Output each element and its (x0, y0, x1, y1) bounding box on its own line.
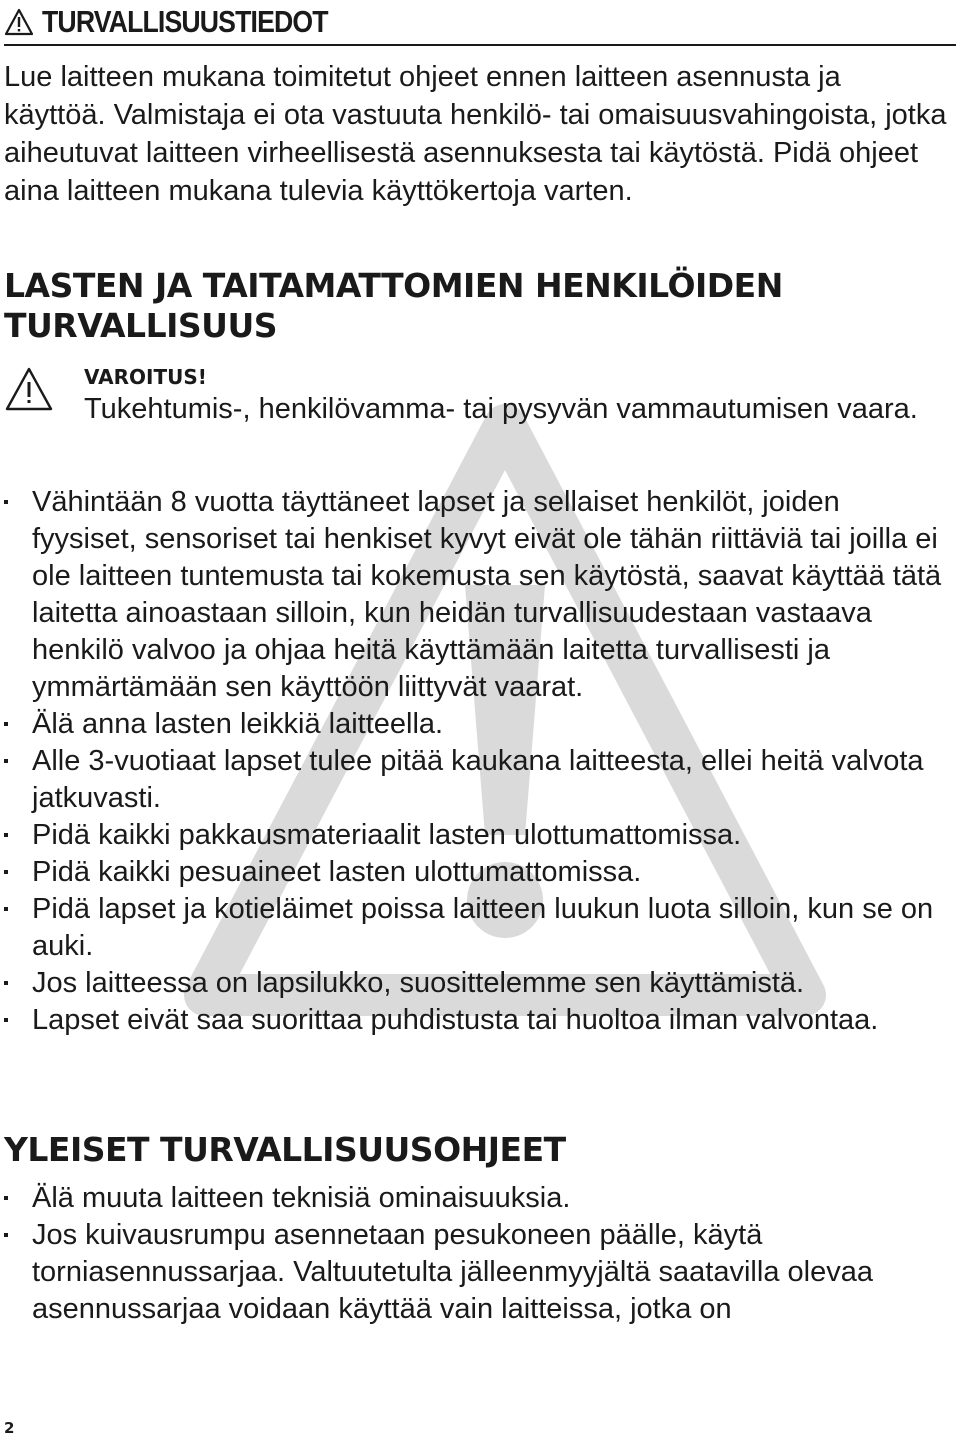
list-item (4, 1217, 950, 1328)
page-title: TURVALLISUUSTIEDOT (42, 4, 328, 39)
list-item-text: Pidä kaikki pakkausmateriaalit lasten ulottumattomissa. (32, 819, 742, 851)
intro-paragraph: Lue laitteen mukana toimitetut ohjeet ennen laitteen asennusta ja käyttöä. Valmistaja ei ota vastuuta henkilö- tai omaisuusvahingoista, jotka aiheutuvat laitteen virheellisestä asennuksesta tai käytöstä. Pidä ohjeet aina laitteen mukana tulevia käyttökertoja varten. (4, 61, 947, 207)
warning-label: VAROITUS! (84, 365, 207, 389)
warning-triangle-icon (4, 8, 34, 36)
list-item (4, 817, 950, 854)
bullet-marker (4, 1233, 8, 1237)
list-item-text: Älä anna lasten leikkiä laitteella. (32, 708, 444, 740)
warning-triangle-icon (4, 366, 54, 412)
bullet-marker (4, 722, 8, 726)
list-item (4, 1002, 950, 1039)
section-heading-general-safety: YLEISET TURVALLISUUSOHJEET (4, 1130, 566, 1169)
bullet-marker (4, 759, 8, 763)
list-item (4, 965, 950, 1002)
document-header (4, 0, 956, 46)
list-item-text: Lapset eivät saa suorittaa puhdistusta tai huoltoa ilman valvontaa. (32, 1004, 879, 1036)
bullet-marker (4, 907, 8, 911)
warning-text: Tukehtumis-, henkilövamma- tai pysyvän vammautumisen vaara. (84, 393, 918, 425)
list-item-text: Pidä kaikki pesuaineet lasten ulottumattomissa. (32, 856, 642, 888)
list-item-text: Jos laitteessa on lapsilukko, suosittelemme sen käyttämistä. (32, 967, 805, 999)
list-item-text: Älä muuta laitteen teknisiä ominaisuuksia. (32, 1182, 571, 1214)
child-safety-list (4, 484, 950, 1039)
list-item (4, 854, 950, 891)
bullet-marker (4, 1018, 8, 1022)
bullet-marker (4, 833, 8, 837)
bullet-marker (4, 500, 8, 504)
bullet-marker (4, 870, 8, 874)
list-item (4, 743, 950, 817)
list-item-text: Jos kuivausrumpu asennetaan pesukoneen päälle, käytä torniasennussarjaa. Valtuutetulta jälleenmyyjältä saatavilla olevaa asennussarjaa voidaan käyttää vain laitteissa, jotka on (32, 1219, 873, 1325)
list-item (4, 1180, 950, 1217)
list-item (4, 484, 950, 706)
bullet-marker (4, 981, 8, 985)
section-heading-child-safety: LASTEN JA TAITAMATTOMIEN HENKILÖIDEN TURVALLISUUS (4, 266, 783, 345)
list-item-text: Alle 3-vuotiaat lapset tulee pitää kaukana laitteesta, ellei heitä valvota jatkuvasti. (32, 745, 924, 814)
page-number: 2 (4, 1419, 15, 1437)
bullet-marker (4, 1196, 8, 1200)
list-item-text: Vähintään 8 vuotta täyttäneet lapset ja sellaiset henkilöt, joiden fyysiset, sensoriset tai henkiset kyvyt eivät ole tähän riittäviä tai joilla ei ole laitteen tuntemusta tai kokemusta sen käytöstä, saavat käyttää tätä laitetta ainoastaan silloin, kun heidän turvallisuudestaan vastaava henkilö valvoo ja ohjaa heitä käyttämään laitetta turvallisesti ja ymmärtämään sen käyttöön liittyvät vaarat. (32, 486, 942, 703)
list-item-text: Pidä lapset ja kotieläimet poissa laitteen luukun luota silloin, kun se on auki. (32, 893, 934, 962)
general-safety-list (4, 1180, 950, 1328)
list-item (4, 891, 950, 965)
list-item (4, 706, 950, 743)
